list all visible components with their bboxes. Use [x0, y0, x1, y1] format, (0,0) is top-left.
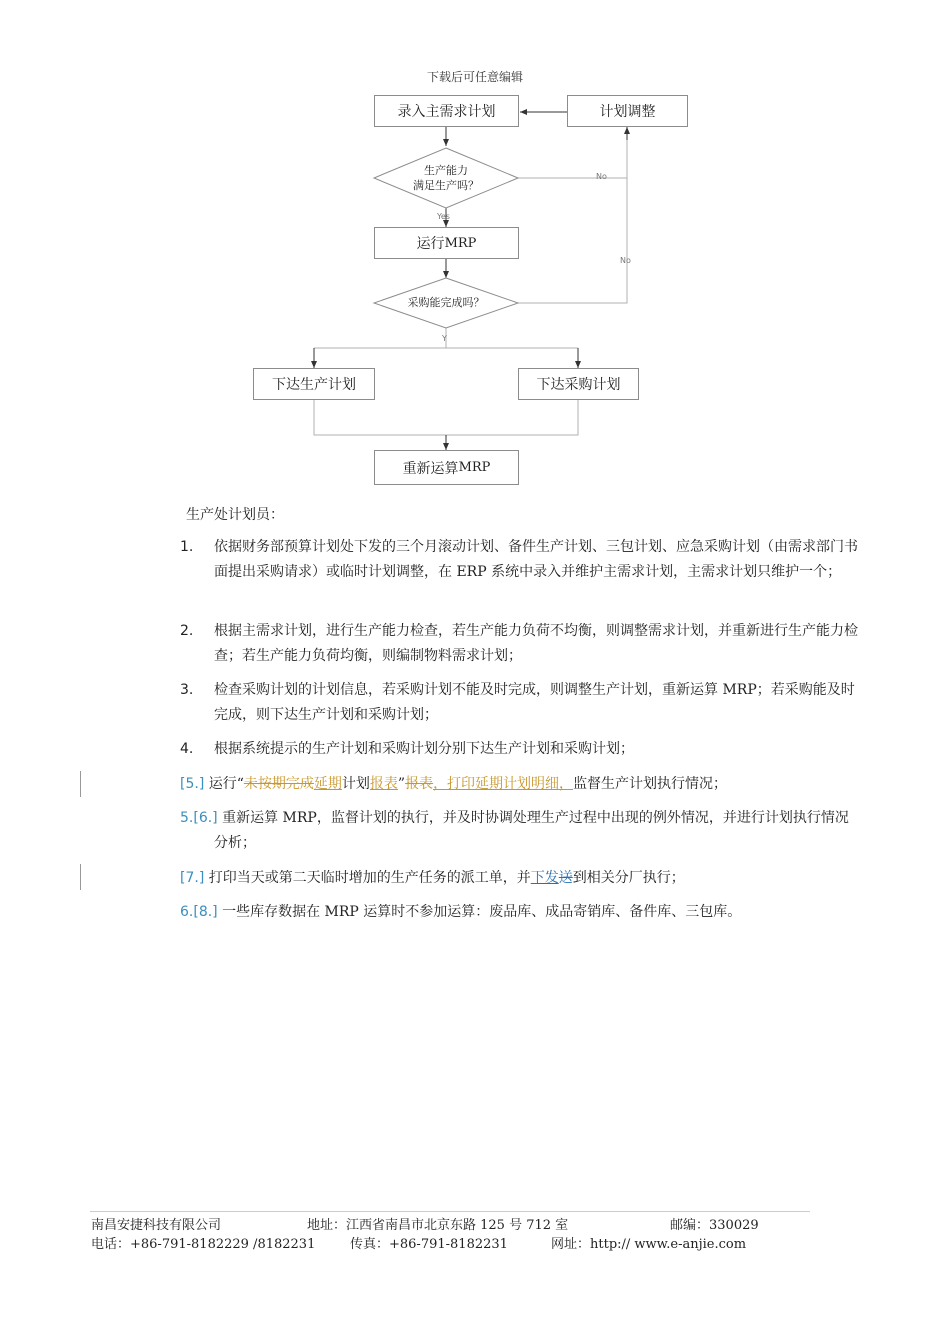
- node-issue-production: 下达生产计划: [253, 368, 375, 400]
- footer-divider: [90, 1211, 810, 1212]
- node-run-mrp: 运行 MRP: [374, 227, 519, 259]
- footer-address: 地址：江西省南昌市北京东路 125 号 712 室: [307, 1218, 569, 1233]
- edge-label-y-2: Y: [442, 334, 447, 343]
- list-item: 1. 依据财务部预算计划处下发的三个月滚动计划、备件生产计划、三包计划、应急采购计划（由需求部门书面提出采购请求）或临时计划调整，在 ERP 系统中录入并维护主需求计划，主需求计划只维护一个；: [180, 539, 858, 580]
- edge-purchase-no: [518, 127, 627, 303]
- list-item-revised: [5.] 运行“未按期完成延期计划报表”报表，打印延期计划明细，监督生产计划执行情况；: [180, 776, 728, 792]
- footer-fax: 传真：+86-791-8182231: [350, 1237, 508, 1252]
- edge-label-no-1: No: [596, 172, 607, 181]
- list-item-revised: 6.[8.] 一些库存数据在 MRP 运算时不参加运算：废品库、成品寄销库、备件库、三包库。: [180, 904, 742, 920]
- deleted-text: 报表: [405, 776, 434, 792]
- inserted-text: 报表: [369, 776, 398, 792]
- node-adjust-plan: 计划调整: [567, 95, 688, 127]
- inserted-text: 延期: [313, 776, 342, 792]
- node-issue-purchase: 下达采购计划: [518, 368, 639, 400]
- section-intro: 生产处计划员：: [186, 507, 284, 523]
- edge-label-yes-1: Yes: [437, 212, 450, 221]
- node-purchase-question: 采购能完成吗？: [407, 296, 485, 309]
- deleted-text: 未按期完成: [243, 776, 314, 792]
- footer-phone: 电话：+86-791-8182229 /8182231: [91, 1237, 316, 1252]
- edge-capacity-no: [518, 127, 627, 178]
- footer-company: 南昌安捷科技有限公司: [91, 1218, 222, 1233]
- revision-bar: [80, 771, 81, 797]
- footer-website: 网址：http:// www.e-anjie.com: [551, 1237, 747, 1252]
- list-item: 3. 检查采购计划的计划信息，若采购计划不能及时完成，则调整生产计划，重新运算 MRP；若采购能及时完成，则下达生产计划和采购计划；: [180, 682, 855, 723]
- list-item: 4. 根据系统提示的生产计划和采购计划分别下达生产计划和采购计划；: [180, 741, 634, 757]
- revision-bar: [80, 864, 81, 890]
- edge-label-no-2: No: [620, 256, 631, 265]
- list-item-revised: [7.] 打印当天或第二天临时增加的生产任务的派工单，并下发送到相关分厂执行；: [180, 870, 685, 886]
- inserted-text: ，打印延期计划明细，: [433, 776, 574, 792]
- list-item: 2. 根据主需求计划，进行生产能力检查，若生产能力负荷不均衡，则调整需求计划，并重新进行生产能力检查；若生产能力负荷均衡，则编制物料需求计划；: [180, 623, 858, 664]
- deleted-text: 送: [558, 870, 573, 886]
- footer-postcode: 邮编：330029: [670, 1218, 759, 1233]
- inserted-text: 下发: [530, 870, 559, 886]
- node-rerun-mrp: 重新运算 MRP: [374, 450, 519, 485]
- node-capacity-question: 生产能力 满足生产吗？: [413, 164, 479, 192]
- header-note: 下载后可任意编辑: [426, 70, 523, 84]
- node-enter-plan: 录入主需求计划: [374, 95, 519, 127]
- list-item-revised: 5.[6.] 重新运算 MRP，监督计划的执行，并及时协调处理生产过程中出现的例外情况，并进行计划执行情况分析；: [180, 810, 849, 851]
